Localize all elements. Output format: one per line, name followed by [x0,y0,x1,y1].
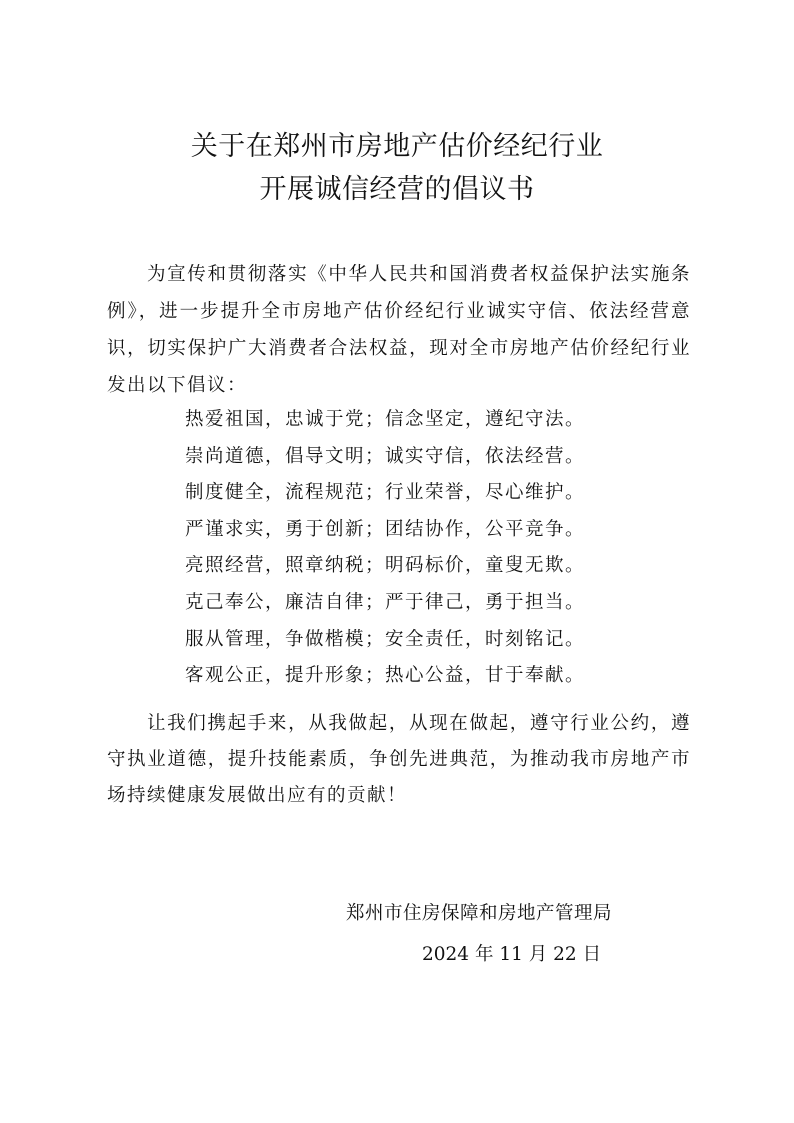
creed-item: 亮照经营，照章纳税；明码标价，童叟无欺。 [185,555,586,577]
creed-list [185,402,705,695]
creed-item: 制度健全，流程规范；行业荣誉，尽心维护。 [185,482,586,504]
creed-item: 服从管理，争做楷模；安全责任，时刻铭记。 [185,628,586,650]
creed-item: 热爱祖国，忠诚于党；信念坚定，遵纪守法。 [185,409,586,430]
creed-item: 客观公正，提升形象；热心公益，甘于奉献。 [185,665,586,687]
closing-paragraph: 让我们携起手来，从我做起，从现在做起，遵守行业公约，遵守执业道德，提升技能素质，争创先进典范，为推动我市房地产市场持续健康发展做出应有的贡献！ [107,713,691,806]
intro-paragraph: 为宣传和贯彻落实《中华人民共和国消费者权益保护法实施条例》，进一步提升全市房地产估价经纪行业诚实守信、依法经营意识，切实保护广大消费者合法权益，现对全市房地产估价经纪行业发出以下倡议： [107,264,691,396]
creed-item: 克己奉公，廉洁自律；严于律己，勇于担当。 [185,591,586,613]
issue-date: 2024 年 11 月 22 日 [422,944,602,965]
document-title-line-1: 关于在郑州市房地产估价经纪行业 [190,131,604,162]
creed-item: 严谨求实，勇于创新；团结协作，公平竞争。 [185,518,586,540]
creed-item: 崇尚道德，倡导文明；诚实守信，依法经营。 [185,445,586,467]
document-title-line-2: 开展诚信经营的倡议书 [259,174,535,205]
issuing-organization: 郑州市住房保障和房地产管理局 [346,903,613,924]
